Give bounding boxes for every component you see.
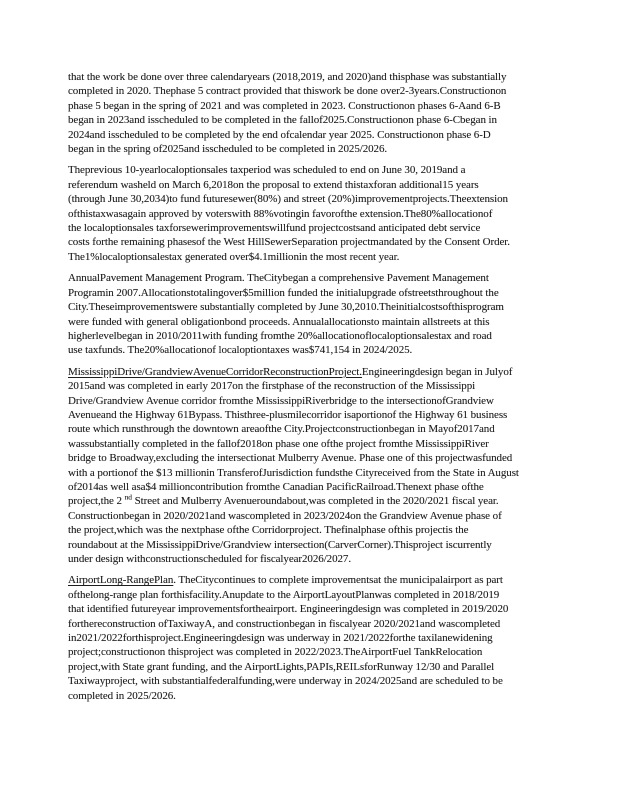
ordinal-superscript: nd [124,492,132,502]
text-line: The1%localoptionsalestax generated over$4.1millionin the most recent year. [68,250,400,263]
text-line: roundabout at the MississippiDrive/Grandview intersection(CarverCorner).Thisproject iscurrently [68,538,492,551]
text-line: that the work be done over three calendaryears (2018,2019, and 2020)and thisphase was substantially [68,71,507,83]
text-line: Programin 2007.Allocationstotalingover$5million funded the initialupgrade ofstreetsthroughout the [68,286,499,299]
text-line: that identified futureyear improvementsfortheairport. Engineeringdesign was completed in 2019/2020 [68,603,509,616]
section-heading-airport-plan: AirportLong-RangePlan [68,574,174,587]
text-line: project,with State grant funding, and the AirportLights,PAPIs,REILsforRunway 12/30 and Parallel [68,660,495,673]
text-line: were funded with general obligationbond proceeds. Annualallocationsto maintain allstreets at this [68,315,490,328]
paragraph-sales-tax [68,163,550,264]
text-line: ofthelong-range plan forthisfacility.Anupdate to the AirportLayoutPlanwas completed in 2018/2019 [68,588,500,601]
text-line: ofthistaxwasagain approved by voterswith 88%votingin favorofthe extension.The80%allocationof [68,207,493,220]
text-line: project;constructionon thisproject was completed in 2022/2023.TheAirportFuel TankRelocation [68,646,483,659]
paragraph-pavement-program [68,271,550,357]
text-line: phase 5 began in the spring of 2021 and was completed in 2023. Constructionon phases 6-Aand 6-B [68,99,501,112]
text-line: completed in 2025/2026. [68,689,176,702]
text-line-with-superscript [68,494,550,508]
text-line: AnnualPavement Management Program. TheCitybegan a comprehensive Pavement Management [68,272,489,285]
paragraph-mississippi-drive-project [68,365,550,567]
text-line: use taxfunds. The20%allocationof localoptiontaxes was$741,154 in 2024/2025. [68,344,413,357]
section-heading-mississippi-drive: MississippiDrive/GrandviewAvenueCorridorReconstructionProject. [68,365,362,378]
text-line: costs forthe remaining phasesof the West HillSewerSeparation projectmandated by the Consent Order. [68,236,510,249]
paragraph-construction-phases [68,70,550,156]
text-line: 2024and isscheduled to be completed by the end ofcalendar year 2025. Constructionon phase 6-D [68,128,491,141]
sup-line-post: Street and Mulberry Avenueroundabout,was completed in the 2020/2021 fiscal year. [131,495,499,508]
heading-tail-text: . TheCitycontinues to complete improvementsat the municipalairport as part [173,574,503,587]
text-line: referendum washeld on March 6,2018on the proposal to extend thistaxforan additional15 years [68,178,479,191]
text-line [68,573,550,587]
text-line: began in 2023and isscheduled to be completed in the fallof2025.Constructionon phase 6-Cbegan in [68,114,497,127]
text-line: Constructionbegan in 2020/2021and wascompleted in 2023/2024on the Grandview Avenue phase of [68,509,502,522]
text-block [68,70,550,710]
text-line: Avenueand the Highway 61Bypass. Thisthree-plusmilecorridor isaportionof the Highway 61 business [68,408,508,421]
text-line: in2021/2022forthisproject.Engineeringdesign was underway in 2021/2022forthe taxilanewidening [68,632,493,645]
text-line: City.Theseimprovementswere substantially completed by June 30,2010.Theinitialcostsofthisprogram [68,301,504,314]
text-line: higherlevelbegan in 2010/2011with funding fromthe 20%allocationoflocaloptionsalestax and road [68,329,492,342]
text-line: route which runsthrough the downtown areaofthe City.Projectconstructionbegan in Mayof2017and [68,423,495,436]
text-line [68,365,550,379]
heading-tail-text: Engineeringdesign began in Julyof [361,365,513,378]
text-line: the localoptionsales taxforsewerimprovementswillfund projectcostsand anticipated debt service [68,222,481,235]
text-line: wassubstantially completed in the fallof2018on phase one ofthe project fromthe MississippiRiver [68,437,489,450]
sup-line-pre: project,the 2 [68,495,125,508]
text-line: Theprevious 10-yearlocaloptionsales taxperiod was scheduled to end on June 30, 2019and a [68,164,466,177]
paragraph-airport-plan [68,573,550,703]
text-line: completed in 2020. Thephase 5 contract provided that thiswork be done over2-3years.Constructionon [68,85,507,98]
text-line: bridge to Broadway,excluding the intersectionat Mulberry Avenue. Phase one of this projectwasfunded [68,452,513,465]
text-line: (through June 30,2034)to fund futuresewer(80%) and street (20%)improvementprojects.Theextension [68,193,508,206]
text-line: Drive/Grandview Avenue corridor fromthe MississippiRiverbridge to the intersectionofGrandview [68,394,494,407]
text-line: 2015and was completed in early 2017on the firstphase of the reconstruction of the Mississippi [68,380,476,393]
text-line: forthereconstruction ofTaxiwayA, and constructionbegan in fiscalyear 2020/2021and wascompleted [68,617,501,630]
text-line: under design withconstructionscheduled for fiscalyear2026/2027. [68,553,352,565]
text-line: began in the spring of2025and isscheduled to be completed in 2025/2026. [68,143,388,156]
text-line: Taxiwayproject, with substantialfederalfunding,were underway in 2024/2025and are scheduled to be [68,675,503,688]
text-line: with a portionof the $13 millionin TransferofJurisdiction fundsthe Cityreceived from the State in August [68,466,519,479]
text-line: of2014as well asa$4 millioncontribution fromthe Canadian PacificRailroad.Thenext phase ofthe [68,480,484,493]
text-line: the project,which was the nextphase ofthe Corridorproject. Thefinalphase ofthis projectis the [68,524,469,537]
